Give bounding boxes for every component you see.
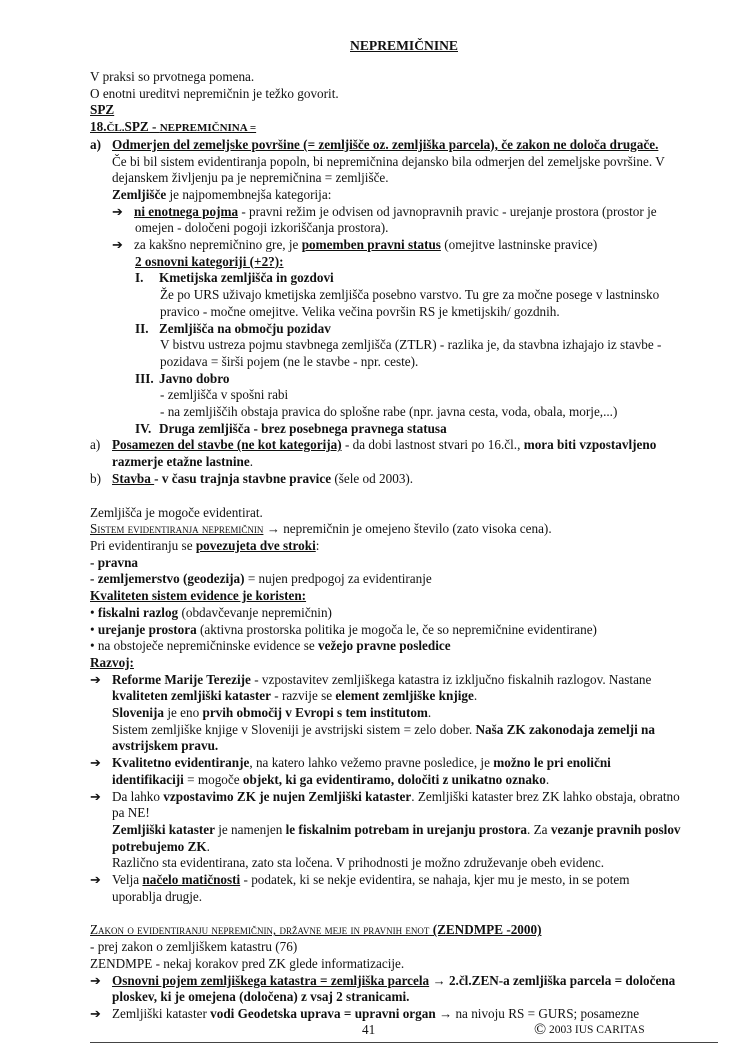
arrow-item: ➔ Kvalitetno evidentiranje, na katero lahko vežemo pravne posledice, je možno le pri enolični <box>90 755 611 771</box>
paragraph-line: Zemljišče je najpomembnejša kategorija: <box>112 186 332 202</box>
item-b: b) Stavba - v času trajnja stavbne pravice (šele od 2003). <box>90 470 414 486</box>
arrow-item: ➔ Zemljiški kataster vodi Geodetska uprava = upravni organ → na nivoju RS = GURS; posamezne <box>90 1005 640 1021</box>
zendmpe-heading: Zakon o evidentiranju nepremičnin, državne meje in pravnih enot (ZENDMPE -2000) <box>90 922 542 938</box>
roman-item: I. Kmetijska zemljišča in gozdovi <box>135 270 334 286</box>
paragraph-line: ploskev, ki je omejena (določena) z vsaj 2 stranicami. <box>112 989 410 1005</box>
paragraph-line: ZENDMPE - nekaj korakov pred ZK glede informatizacije. <box>90 955 405 971</box>
bullet-item: • na obstoječe nepremičninske evidence se vežejo pravne posledice <box>90 638 451 654</box>
bullet-icon: • <box>90 621 95 637</box>
article-18-heading: 18.ČL.SPZ - NEPREMIČNINA = <box>90 119 257 135</box>
paragraph-line: Že po URS uživajo kmetijska zemljišča posebno varstvo. Tu gre za močne posege v lastninsko <box>160 287 660 303</box>
paragraph-line: Pri evidentiranju se povezujeta dve stroki: <box>90 537 320 553</box>
page-footer <box>90 1022 718 1042</box>
page-number: 41 <box>362 1022 376 1037</box>
arrow-icon: ➔ <box>90 1005 102 1021</box>
paragraph-line: dejanskem življenju pa je nepremičnina = zemljišče. <box>112 170 389 186</box>
paragraph-line: - zemljemerstvo (geodezija) = nujen predpogoj za evidentiranje <box>90 571 432 587</box>
paragraph-line: avstrijskem pravu. <box>112 738 219 754</box>
page-title: NEPREMIČNINE <box>350 38 458 53</box>
paragraph-line: Slovenija je eno prvih območij v Evropi s tem institutom. <box>112 705 432 721</box>
copyright-notice: © 2003 IUS CARITAS <box>534 1021 645 1038</box>
bullet-icon: • <box>90 604 95 620</box>
document-body <box>90 69 718 1023</box>
arrow-icon: ➔ <box>90 755 102 771</box>
arrow-icon: ➔ <box>112 237 124 253</box>
arrow-item: ➔ Osnovni pojem zemljiškega katastra = zemljiška parcela → 2.čl.ZEN-a zemljiška parcela = določena <box>90 972 676 988</box>
paragraph-line: Sistem zemljiške knjige v Sloveniji je avstrijski sistem = zelo dober. Naša ZK zakonodaja zemelji na <box>112 721 655 737</box>
paragraph-line: razmerje etažne lastnine. <box>112 454 253 470</box>
bullet-item: • fiskalni razlog (obdavčevanje nepremičnin) <box>90 604 332 620</box>
bullet-icon: • <box>90 638 95 654</box>
paragraph-line: - pravna <box>90 554 138 570</box>
arrow-icon: ➔ <box>90 671 102 687</box>
paragraph-line: identifikaciji = mogoče objekt, ki ga evidentiramo, določiti z unikatno oznako. <box>112 771 550 787</box>
paragraph-line: kvaliteten zemljiški kataster - razvije se element zemljiške knjige. <box>112 688 478 704</box>
arrow-item: ➔ za kakšno nepremičnino gre, je pomemben pravni status (omejitve lastninske pravice) <box>112 237 598 253</box>
arrow-item: ➔ ni enotnega pojma - pravni režim je odvisen od javnopravnih pravic - urejanje prostora (prostor je <box>112 203 657 219</box>
roman-item: III. Javno dobro <box>135 370 230 386</box>
paragraph-line: uporablja drugje. <box>112 888 203 904</box>
paragraph-line: Če bi bil sistem evidentiranja popoln, bi nepremičnina dejansko bila odmerjen del zemeljske površine. V <box>112 153 665 169</box>
bullet-item: • urejanje prostora (aktivna prostorska politika je mogoča le, če so nepremičnine evidentirane) <box>90 621 597 637</box>
item-a-label: a) <box>90 136 101 152</box>
paragraph-line: pravico - močne omejitve. Velika večina površin RS je kmetijskih/ gozdnih. <box>160 303 560 319</box>
development-heading: Razvoj: <box>90 654 134 670</box>
paragraph-line: pozidava = širši pojem (ne le stavbe - npr. ceste). <box>160 353 419 369</box>
quality-heading: Kvaliteten sistem evidence je koristen: <box>90 588 307 604</box>
paragraph-line: Različno sta evidentirana, zato sta ločena. V prihodnosti je možno združevanje obeh evidenc. <box>112 855 605 871</box>
item-a-heading: Odmerjen del zemeljske površine (= zemljišče oz. zemljiška parcela), če zakon ne določa drugače. <box>112 136 659 152</box>
roman-item: IV. Druga zemljišča - brez posebnega pravnega statusa <box>135 420 447 436</box>
categories-heading: 2 osnovni kategoriji (+2?): <box>135 253 284 269</box>
paragraph-line: - zemljišča v spošni rabi <box>160 387 289 403</box>
roman-item: II. Zemljišča na območju pozidav <box>135 320 331 336</box>
arrow-item: ➔ Velja načelo matičnosti - podatek, ki se nekje evidentira, se nahaja, kjer mu je mesto, in se potem <box>90 872 630 888</box>
paragraph-line: - prej zakon o zemljiškem katastru (76) <box>90 939 298 955</box>
paragraph-line: Zemljiški kataster je namenjen le fiskalnim potrebam in urejanju prostora. Za vezanje pravnih poslov <box>112 821 681 837</box>
paragraph-line: pa NE! <box>112 805 150 821</box>
spz-heading: SPZ <box>90 102 115 118</box>
intro-line-1: V praksi so prvotnega pomena. <box>90 69 255 84</box>
item-a2: a) Posamezen del stavbe (ne kot kategorija) - da dobi lastnost stvari po 16.čl., mora biti vzpostavljeno <box>90 437 657 453</box>
item-a <box>90 137 718 154</box>
arrow-icon: ➔ <box>90 788 102 804</box>
arrow-icon: ➔ <box>90 872 102 888</box>
arrow-icon: ➔ <box>90 972 102 988</box>
arrow-icon: ➔ <box>112 203 124 219</box>
paragraph-line: potrebujemo ZK. <box>112 838 210 854</box>
footer-rule <box>90 1042 718 1043</box>
copyright-icon: © <box>534 1021 547 1038</box>
arrow-item: ➔ Reforme Marije Terezije - vzpostavitev zemljiškega katastra iz izključno fiskalnih razlogov. Nastane <box>90 671 652 687</box>
intro-line-2: O enotni ureditvi nepremičnin je težko govorit. <box>90 85 339 101</box>
paragraph-line: - na zemljiščih obstaja pravica do splošne rabe (npr. javna cesta, voda, obala, morje,...) <box>160 404 618 420</box>
arrow-item: ➔ Da lahko vzpostavimo ZK je nujen Zemljiški kataster. Zemljiški kataster brez ZK lahko obstaja, obratno <box>90 788 680 804</box>
paragraph-line: omejen - določeni pogoji izkoriščanja prostora). <box>135 220 389 236</box>
paragraph-line: V bistvu ustreza pojmu stavbnega zemljišča (ZTLR) - razlika je, da stavbna izhajajo iz stavbe - <box>160 337 662 353</box>
paragraph-line: Zemljišča je mogoče evidentirat. <box>90 504 263 520</box>
system-heading: Sistem evidentiranja nepremičnin → nepremičnin je omejeno število (zato visoka cena). <box>90 521 552 537</box>
